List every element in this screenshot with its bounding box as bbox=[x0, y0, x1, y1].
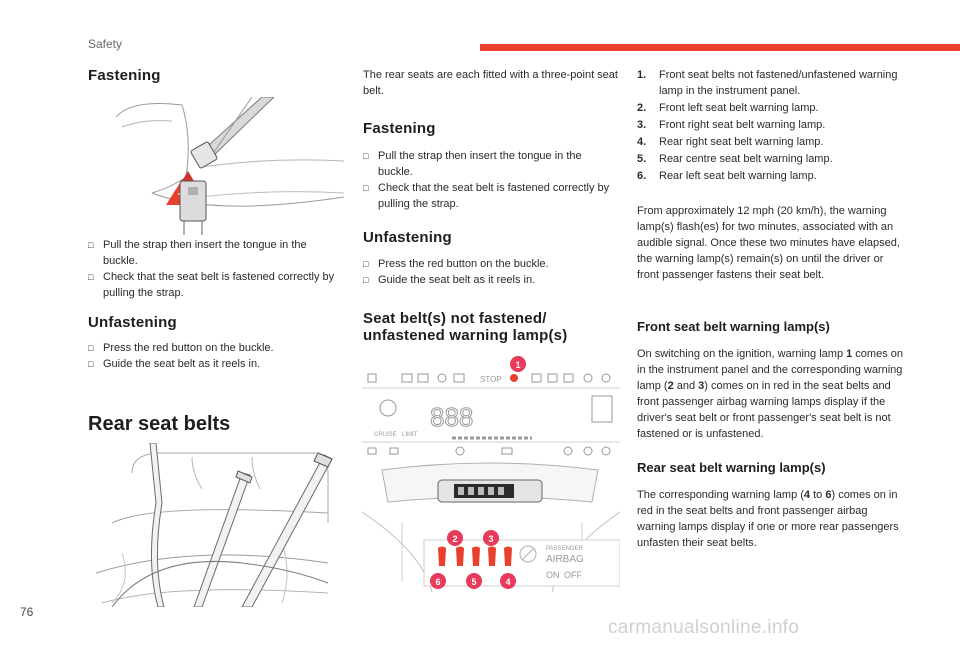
unfastening-steps bbox=[88, 340, 338, 372]
fastening-steps-rear bbox=[363, 148, 619, 212]
checkbox-bullet-icon: □ bbox=[88, 343, 94, 353]
stop-label: STOP bbox=[480, 375, 502, 384]
rear-seat-belts-illustration bbox=[92, 443, 336, 607]
fastening-heading-rear: Fastening bbox=[363, 120, 436, 137]
front-seat-belt-illustration bbox=[112, 97, 344, 235]
svg-text:3: 3 bbox=[488, 534, 494, 544]
warning-lamps-list bbox=[637, 67, 899, 185]
list-item: □ Pull the strap then insert the tongue in the buckle. bbox=[88, 239, 307, 267]
svg-text:1: 1 bbox=[515, 360, 521, 370]
list-item: 1. Front seat belts not fastened/unfastened warning lamp in the instrument panel. bbox=[637, 69, 898, 97]
airbag-label: AIRBAG bbox=[546, 554, 584, 565]
unfastening-heading-rear: Unfastening bbox=[363, 229, 452, 246]
warning-lamp-heading: Seat belt(s) not fastened/ unfastened warning lamp(s) bbox=[363, 310, 568, 344]
checkbox-bullet-icon: □ bbox=[363, 275, 369, 285]
rear-seat-belts-heading: Rear seat belts bbox=[88, 413, 231, 435]
limit-label: LIMIT bbox=[402, 432, 418, 438]
airbag-off-label: OFF bbox=[564, 570, 582, 580]
cruise-label: CRUISE bbox=[374, 432, 397, 438]
list-item: □ Check that the seat belt is fastened correctly by pulling the strap. bbox=[363, 182, 610, 210]
svg-text:6: 6 bbox=[435, 577, 441, 587]
checkbox-bullet-icon: □ bbox=[363, 183, 369, 193]
front-warning-paragraph: On switching on the ignition, warning lamp 1 comes on in the instrument panel and the corresponding warning lamp (2 and 3) comes on in red in the seat belts and front passenger airbag warning lamps display if the driver's seat belt or front passenger's seat belt is not fastened or is unfastened. bbox=[637, 348, 903, 440]
page-number: 76 bbox=[20, 605, 34, 619]
fastening-heading: Fastening bbox=[88, 67, 161, 84]
watermark: carmanualsonline.info bbox=[608, 617, 800, 638]
front-warning-heading: Front seat belt warning lamp(s) bbox=[637, 319, 830, 334]
dash-digits: 888 bbox=[430, 402, 474, 432]
list-item: 2. Front left seat belt warning lamp. bbox=[637, 102, 819, 114]
checkbox-bullet-icon: □ bbox=[363, 151, 369, 161]
warning-lamps-illustration bbox=[362, 352, 620, 592]
list-item: □ Pull the strap then insert the tongue in the buckle. bbox=[363, 150, 582, 178]
airbag-on-label: ON bbox=[546, 570, 560, 580]
flash-behaviour-paragraph: From approximately 12 mph (20 km/h), the warning lamp(s) flash(es) for two minutes, associated with an audible signal. Once these two minutes have elapsed, the warning lamp(s) remain(s) on until the driver or front passenger fastens their seat belt. bbox=[637, 205, 900, 281]
section-accent-bar bbox=[480, 44, 960, 51]
unfastening-steps-rear bbox=[363, 256, 619, 288]
rear-belts-intro: The rear seats are each fitted with a three-point seat belt. bbox=[363, 69, 618, 97]
list-item: 5. Rear centre seat belt warning lamp. bbox=[637, 153, 833, 165]
passenger-label: PASSENGER bbox=[546, 546, 583, 552]
list-item: □ Check that the seat belt is fastened correctly by pulling the strap. bbox=[88, 271, 335, 299]
checkbox-bullet-icon: □ bbox=[88, 240, 94, 250]
list-item: □ Press the red button on the buckle. bbox=[363, 258, 549, 270]
list-item: □ Press the red button on the buckle. bbox=[88, 342, 274, 354]
svg-text:4: 4 bbox=[505, 577, 511, 587]
unfastening-heading: Unfastening bbox=[88, 314, 177, 331]
section-label: Safety bbox=[88, 37, 123, 51]
fastening-steps bbox=[88, 237, 338, 301]
list-item: 3. Front right seat belt warning lamp. bbox=[637, 119, 826, 131]
svg-text:5: 5 bbox=[471, 577, 477, 587]
list-item: □ Guide the seat belt as it reels in. bbox=[88, 358, 261, 370]
checkbox-bullet-icon: □ bbox=[88, 359, 94, 369]
seat-belt-warning-icon bbox=[510, 374, 518, 382]
rear-warning-heading: Rear seat belt warning lamp(s) bbox=[637, 460, 826, 475]
dashboard-bottom-icons bbox=[368, 447, 610, 455]
list-item: 4. Rear right seat belt warning lamp. bbox=[637, 136, 824, 148]
checkbox-bullet-icon: □ bbox=[363, 259, 369, 269]
rear-warning-paragraph: The corresponding warning lamp (4 to 6) comes on in red in the seat belts and front passenger airbag warning lamps display if one or more rear passengers unfasten their seat belts. bbox=[637, 489, 899, 549]
checkbox-bullet-icon: □ bbox=[88, 272, 94, 282]
svg-text:2: 2 bbox=[452, 534, 458, 544]
list-item: 6. Rear left seat belt warning lamp. bbox=[637, 170, 817, 182]
airbag-display bbox=[424, 540, 620, 586]
list-item: □ Guide the seat belt as it reels in. bbox=[363, 274, 536, 286]
